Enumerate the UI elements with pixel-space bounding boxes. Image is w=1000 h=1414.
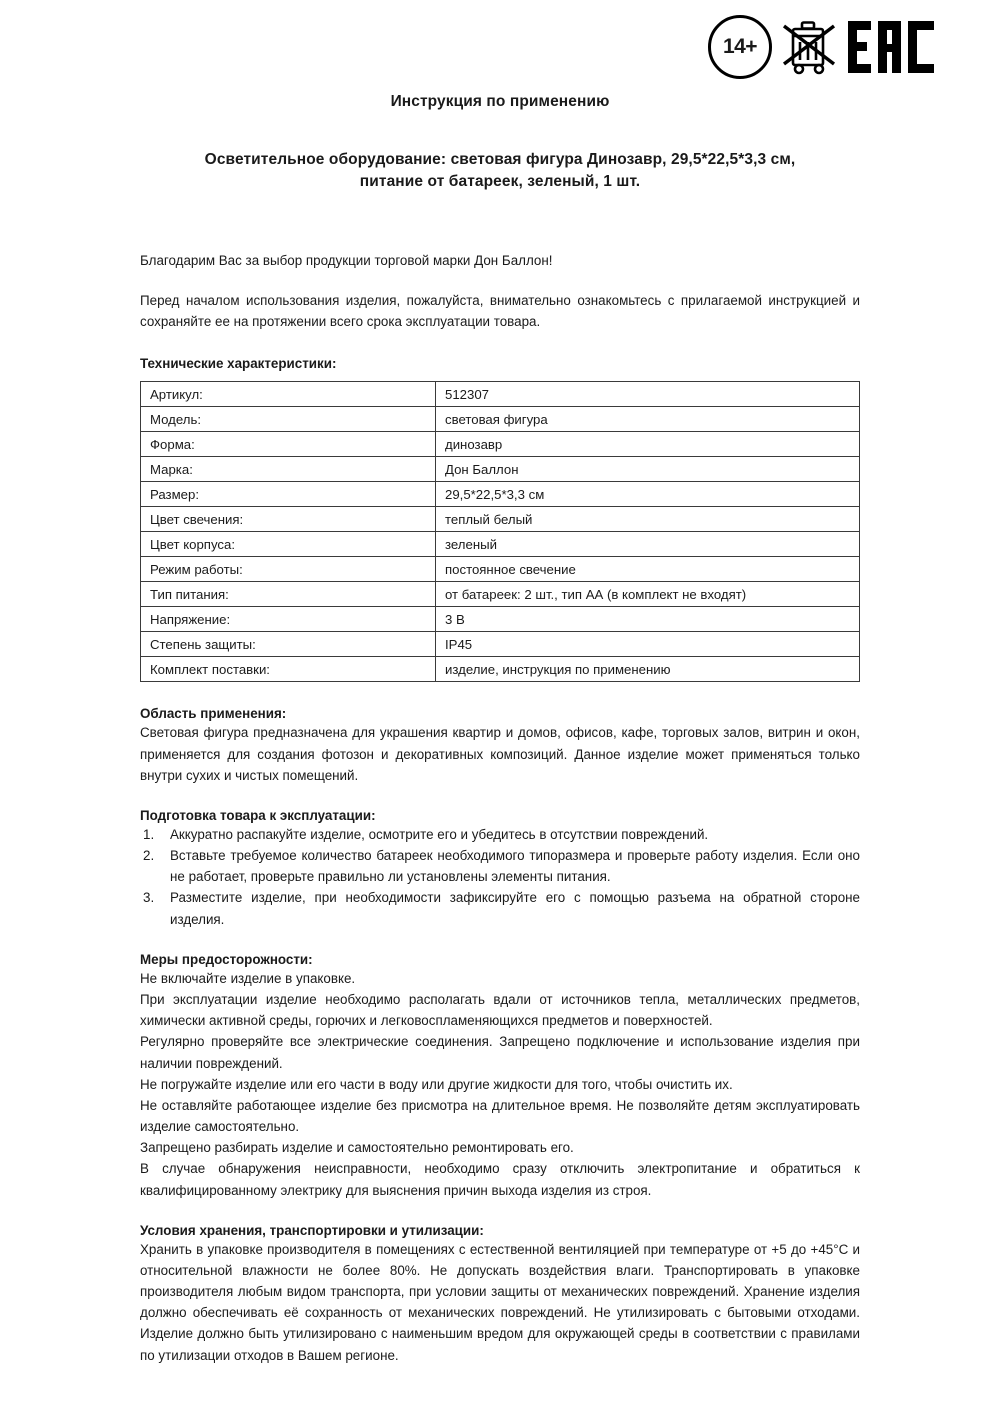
- age-restriction-label: 14+: [722, 35, 758, 58]
- spec-value: теплый белый: [436, 507, 860, 532]
- table-row: [141, 607, 860, 632]
- specifications-table-body: [141, 382, 860, 682]
- precaution-line: Не включайте изделие в упаковке.: [140, 970, 356, 986]
- precaution-line: В случае обнаружения неисправности, необходимо сразу отключить электропитание и обратиться к квалифицированному электрику для выяснения причин выхода изделия из строя.: [140, 1161, 860, 1198]
- spec-key: Форма:: [141, 432, 436, 457]
- application-heading: Область применения:: [140, 706, 287, 722]
- table-row: [141, 482, 860, 507]
- table-row: [141, 432, 860, 457]
- spec-key: Цвет свечения:: [141, 507, 436, 532]
- compliance-marks-row: [708, 16, 938, 78]
- precaution-line: При эксплуатации изделие необходимо располагать вдали от источников тепла, металлических предметов, химически активной среды, горючих и легковоспламеняющихся предметов и поверхностей.: [140, 992, 860, 1029]
- spec-value: постоянное свечение: [436, 557, 860, 582]
- table-row: [141, 382, 860, 407]
- product-subtitle-line-1: Осветительное оборудование: световая фигура Динозавр, 29,5*22,5*3,3 см,: [204, 151, 796, 168]
- spec-key: Артикул:: [141, 382, 436, 407]
- table-row: [141, 582, 860, 607]
- table-row: [141, 532, 860, 557]
- precautions-text: [140, 968, 860, 1201]
- spec-value: 29,5*22,5*3,3 см: [436, 482, 860, 507]
- spec-key: Степень защиты:: [141, 632, 436, 657]
- table-row: [141, 507, 860, 532]
- product-subtitle: [140, 111, 860, 194]
- spec-key: Режим работы:: [141, 557, 436, 582]
- thanks-paragraph: Благодарим Вас за выбор продукции торговой марки Дон Баллон!: [140, 252, 553, 268]
- spec-key: Модель:: [141, 407, 436, 432]
- eac-conformity-mark-icon: [846, 19, 938, 75]
- application-text: Световая фигура предназначена для украшения квартир и домов, офисов, кафе, торговых залов, витрин и окон, применяется для создания фотозон и декоративных композиций. Данное изделие может применяться только внутри сухих и чистых помещений.: [140, 725, 860, 783]
- table-row: [141, 657, 860, 682]
- spec-value: IP45: [436, 632, 860, 657]
- notice-paragraph: Перед началом использования изделия, пожалуйста, внимательно ознакомьтесь с прилагаемой инструкцией и сохраняйте ее на протяжении всего срока эксплуатации товара.: [140, 293, 860, 330]
- spec-value: изделие, инструкция по применению: [436, 657, 860, 682]
- precautions-heading: Меры предосторожности:: [140, 951, 313, 967]
- spec-value: 3 В: [436, 607, 860, 632]
- spec-value: динозавр: [436, 432, 860, 457]
- precaution-line: Регулярно проверяйте все электрические соединения. Запрещено подключение и использование изделия при наличии повреждений.: [140, 1034, 860, 1071]
- page-title: Инструкция по применению: [390, 93, 610, 110]
- table-row: [141, 632, 860, 657]
- list-item: Вставьте требуемое количество батареек необходимого типоразмера и проверьте работу изделия. Если оно не работает, проверьте правильно ли установлены элементы питания.: [170, 848, 860, 885]
- spec-value: световая фигура: [436, 407, 860, 432]
- specs-heading: Технические характеристики:: [140, 356, 337, 372]
- table-row: [141, 457, 860, 482]
- list-item: Аккуратно распакуйте изделие, осмотрите его и убедитесь в отсутствии повреждений.: [170, 826, 709, 842]
- age-restriction-14-plus-icon: [708, 15, 772, 79]
- precaution-line: Не оставляйте работающее изделие без присмотра на длительное время. Не позволяйте детям эксплуатировать изделие самостоятельно.: [140, 1097, 860, 1135]
- preparation-heading: Подготовка товара к эксплуатации:: [140, 807, 376, 823]
- spec-value: от батареек: 2 шт., тип АА (в комплект не входят): [436, 582, 860, 607]
- preparation-steps-list: [140, 824, 860, 930]
- product-subtitle-line-2: питание от батареек, зеленый, 1 шт.: [359, 173, 641, 191]
- spec-key: Марка:: [141, 457, 436, 482]
- spec-value: Дон Баллон: [436, 457, 860, 482]
- spec-value: 512307: [436, 382, 860, 407]
- precaution-line: Не погружайте изделие или его части в воду или другие жидкости для того, чтобы очистить их.: [140, 1076, 733, 1092]
- precaution-line: Запрещено разбирать изделие и самостоятельно ремонтировать его.: [140, 1140, 574, 1156]
- spec-key: Размер:: [141, 482, 436, 507]
- spec-value: зеленый: [436, 532, 860, 557]
- spec-key: Цвет корпуса:: [141, 532, 436, 557]
- specifications-table: [140, 381, 860, 682]
- table-row: [141, 407, 860, 432]
- list-item: Разместите изделие, при необходимости зафиксируйте его с помощью разъема на обратной стороне изделия.: [170, 890, 860, 927]
- storage-heading: Условия хранения, транспортировки и утилизации:: [140, 1222, 484, 1238]
- storage-text: Хранить в упаковке производителя в помещениях с естественной вентиляцией при температуре от +5 до +45°С и относительной влажности не более 80%. Не допускать воздействия влаги. Транспортировать в упаковке производителя любым видом транспорта, при условии защиты от механических повреждений. Хранение изделия должно обеспечивать её сохранность от механических повреждений. Не утилизировать с бытовыми отходами. Изделие должно быть утилизировано с наименьшим вредом для окружающей среды в соответствии с правилами по утилизации отходов в Вашем регионе.: [140, 1241, 860, 1363]
- table-row: [141, 557, 860, 582]
- spec-key: Комплект поставки:: [141, 657, 436, 682]
- spec-key: Напряжение:: [141, 607, 436, 632]
- spec-key: Тип питания:: [141, 582, 436, 607]
- crossed-out-wheelie-bin-icon: [780, 17, 838, 77]
